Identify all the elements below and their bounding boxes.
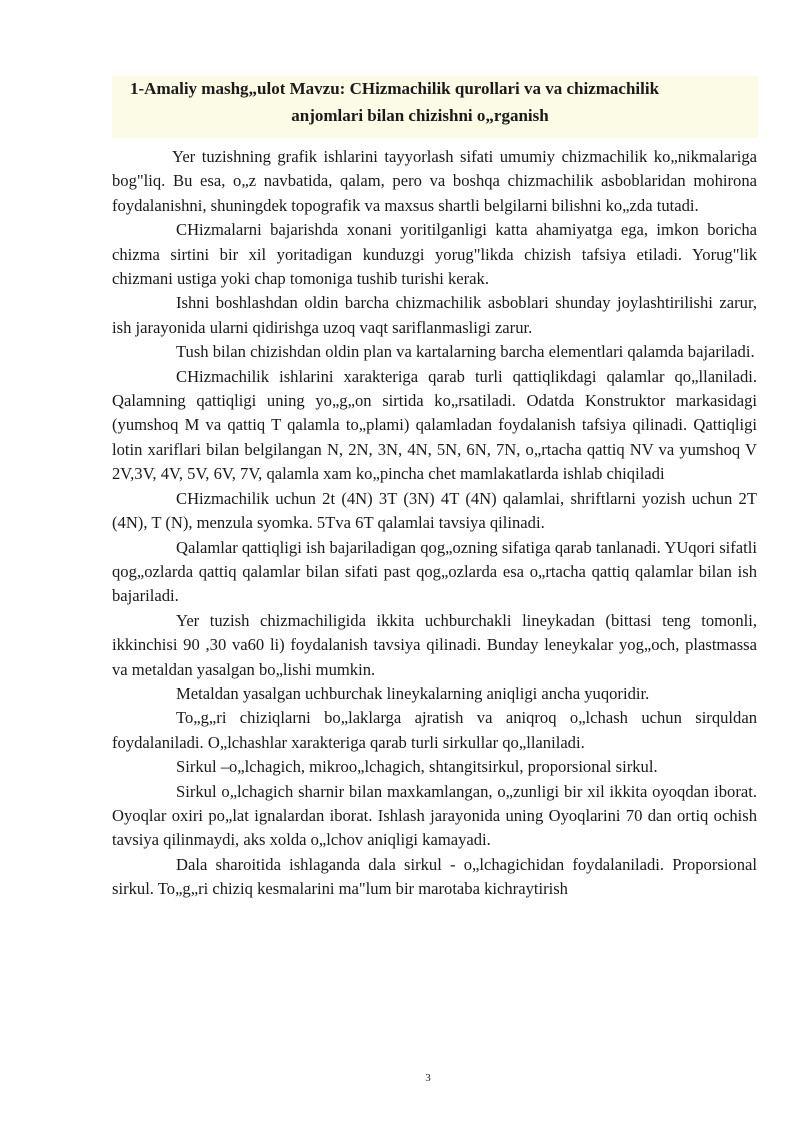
page-number: 3 (425, 1072, 431, 1084)
paragraph: Tush bilan chizishdan oldin plan va kartalarning barcha elementlari qalamda bajariladi. (176, 342, 755, 362)
paragraph: Dala sharoitida ishlaganda dala sirkul - o„lchagichidan foydalaniladi. Proporsional sirkul. To„g„ri chiziq kesmalarini ma"lum bir marotaba kichraytirish (112, 854, 757, 899)
paragraph: Qalamlar qattiqligi ish bajariladigan qog„ozning sifatiga qarab tanlanadi. YUqori sifatli qog„ozlarda qattiq qalamlar bilan sifati past qog„ozlarda esa o„rtacha qattiq qalamlar bilan ish bajariladi. (112, 537, 757, 606)
paragraph: Yer tuzishning grafik ishlarini tayyorlash sifati umumiy chizmachilik ko„nikmalariga bog"liq. Bu esa, o„z navbatida, qalam, pero va boshqa chizmachilik asboblaridan mohirona foydalanishni, shuningdek topografik va maxsus shartli belgilarni bilishni ko„zda tutadi. (112, 147, 757, 215)
paragraph: Sirkul o„lchagich sharnir bilan maxkamlangan, o„zunligi bir xil ikkita oyoqdan iborat. Oyoqlar oxiri po„lat ignalardan iborat. Ishlash jarayonida uning Oyoqlarini 70 dan ortiq ochish tavsiya qilinmaydi, aks xolda o„lchov aniqligi kamayadi. (112, 781, 757, 850)
paragraph: Ishni boshlashdan oldin barcha chizmachilik asboblari shunday joylashtirilishi zarur, ish jarayonida ularni qidirishga uzoq vaqt sariflanmasligi zarur. (112, 293, 757, 337)
paragraph: To„g„ri chiziqlarni bo„laklarga ajratish va aniqroq o„lchash uchun sirquldan foydalaniladi. O„lchashlar xarakteriga qarab turli sirkullar qo„llaniladi. (112, 708, 757, 752)
paragraph: CHizmachilik ishlarini xarakteriga qarab turli qattiqlikdagi qalamlar qo„llaniladi. Qalamning qattiqligi uning yo„g„on sirtida ko„rsatiladi. Odatda Konstruktor markasidagi (yumshoq M va qattiq T qalamla to„plami) qalamladan foydalanish tafsiya qilinadi. Qattiqligi lotin xariflari bilan belgilangan N, 2N, 3N, 4N, 5N, 6N, 7N, o„rtacha qattiq NV va yumshoq V 2V,3V, 4V, 5V, 6V, 7V, qalamla xam ko„pincha chet mamlakatlarda ishlab chiqiladi (112, 366, 757, 484)
paragraph: Yer tuzish chizmachiligida ikkita uchburchakli lineykadan (bittasi teng tomonli, ikkinchisi 90 ,30 va60 li) foydalanish tavsiya qilinadi. Bunday leneykalar yog„och, plastmassa va metaldan yasalgan bo„lishi mumkin. (112, 610, 757, 679)
paragraph: Metaldan yasalgan uchburchak lineykalarning aniqligi ancha yuqoridir. (176, 683, 650, 703)
title-line-2: anjomlari bilan chizishni o„rganish (291, 106, 549, 125)
body-text (112, 145, 757, 902)
paragraph: CHizmachilik uchun 2t (4N) 3T (3N) 4T (4N) qalamlai, shriftlarni yozish uchun 2T (4N), T (N), menzula syomka. 5Tva 6T qalamlai tavsiya qilinadi. (112, 488, 757, 533)
title-line-1: 1-Amaliy mashg„ulot Mavzu: CHizmachilik qurollari va va chizmachilik (130, 79, 660, 98)
paragraph: CHizmalarni bajarishda xonani yoritilganligi katta ahamiyatga ega, imkon boricha chizma sirtini bir xil yoritadigan kunduzgi yorug"likda chizish tafsiya etiladi. Yorug"lik chizmani ustiga yoki chap tomoniga tushib turishi kerak. (112, 220, 757, 289)
paragraph: Sirkul –o„lchagich, mikroo„lchagich, shtangitsirkul, proporsional sirkul. (176, 757, 658, 777)
